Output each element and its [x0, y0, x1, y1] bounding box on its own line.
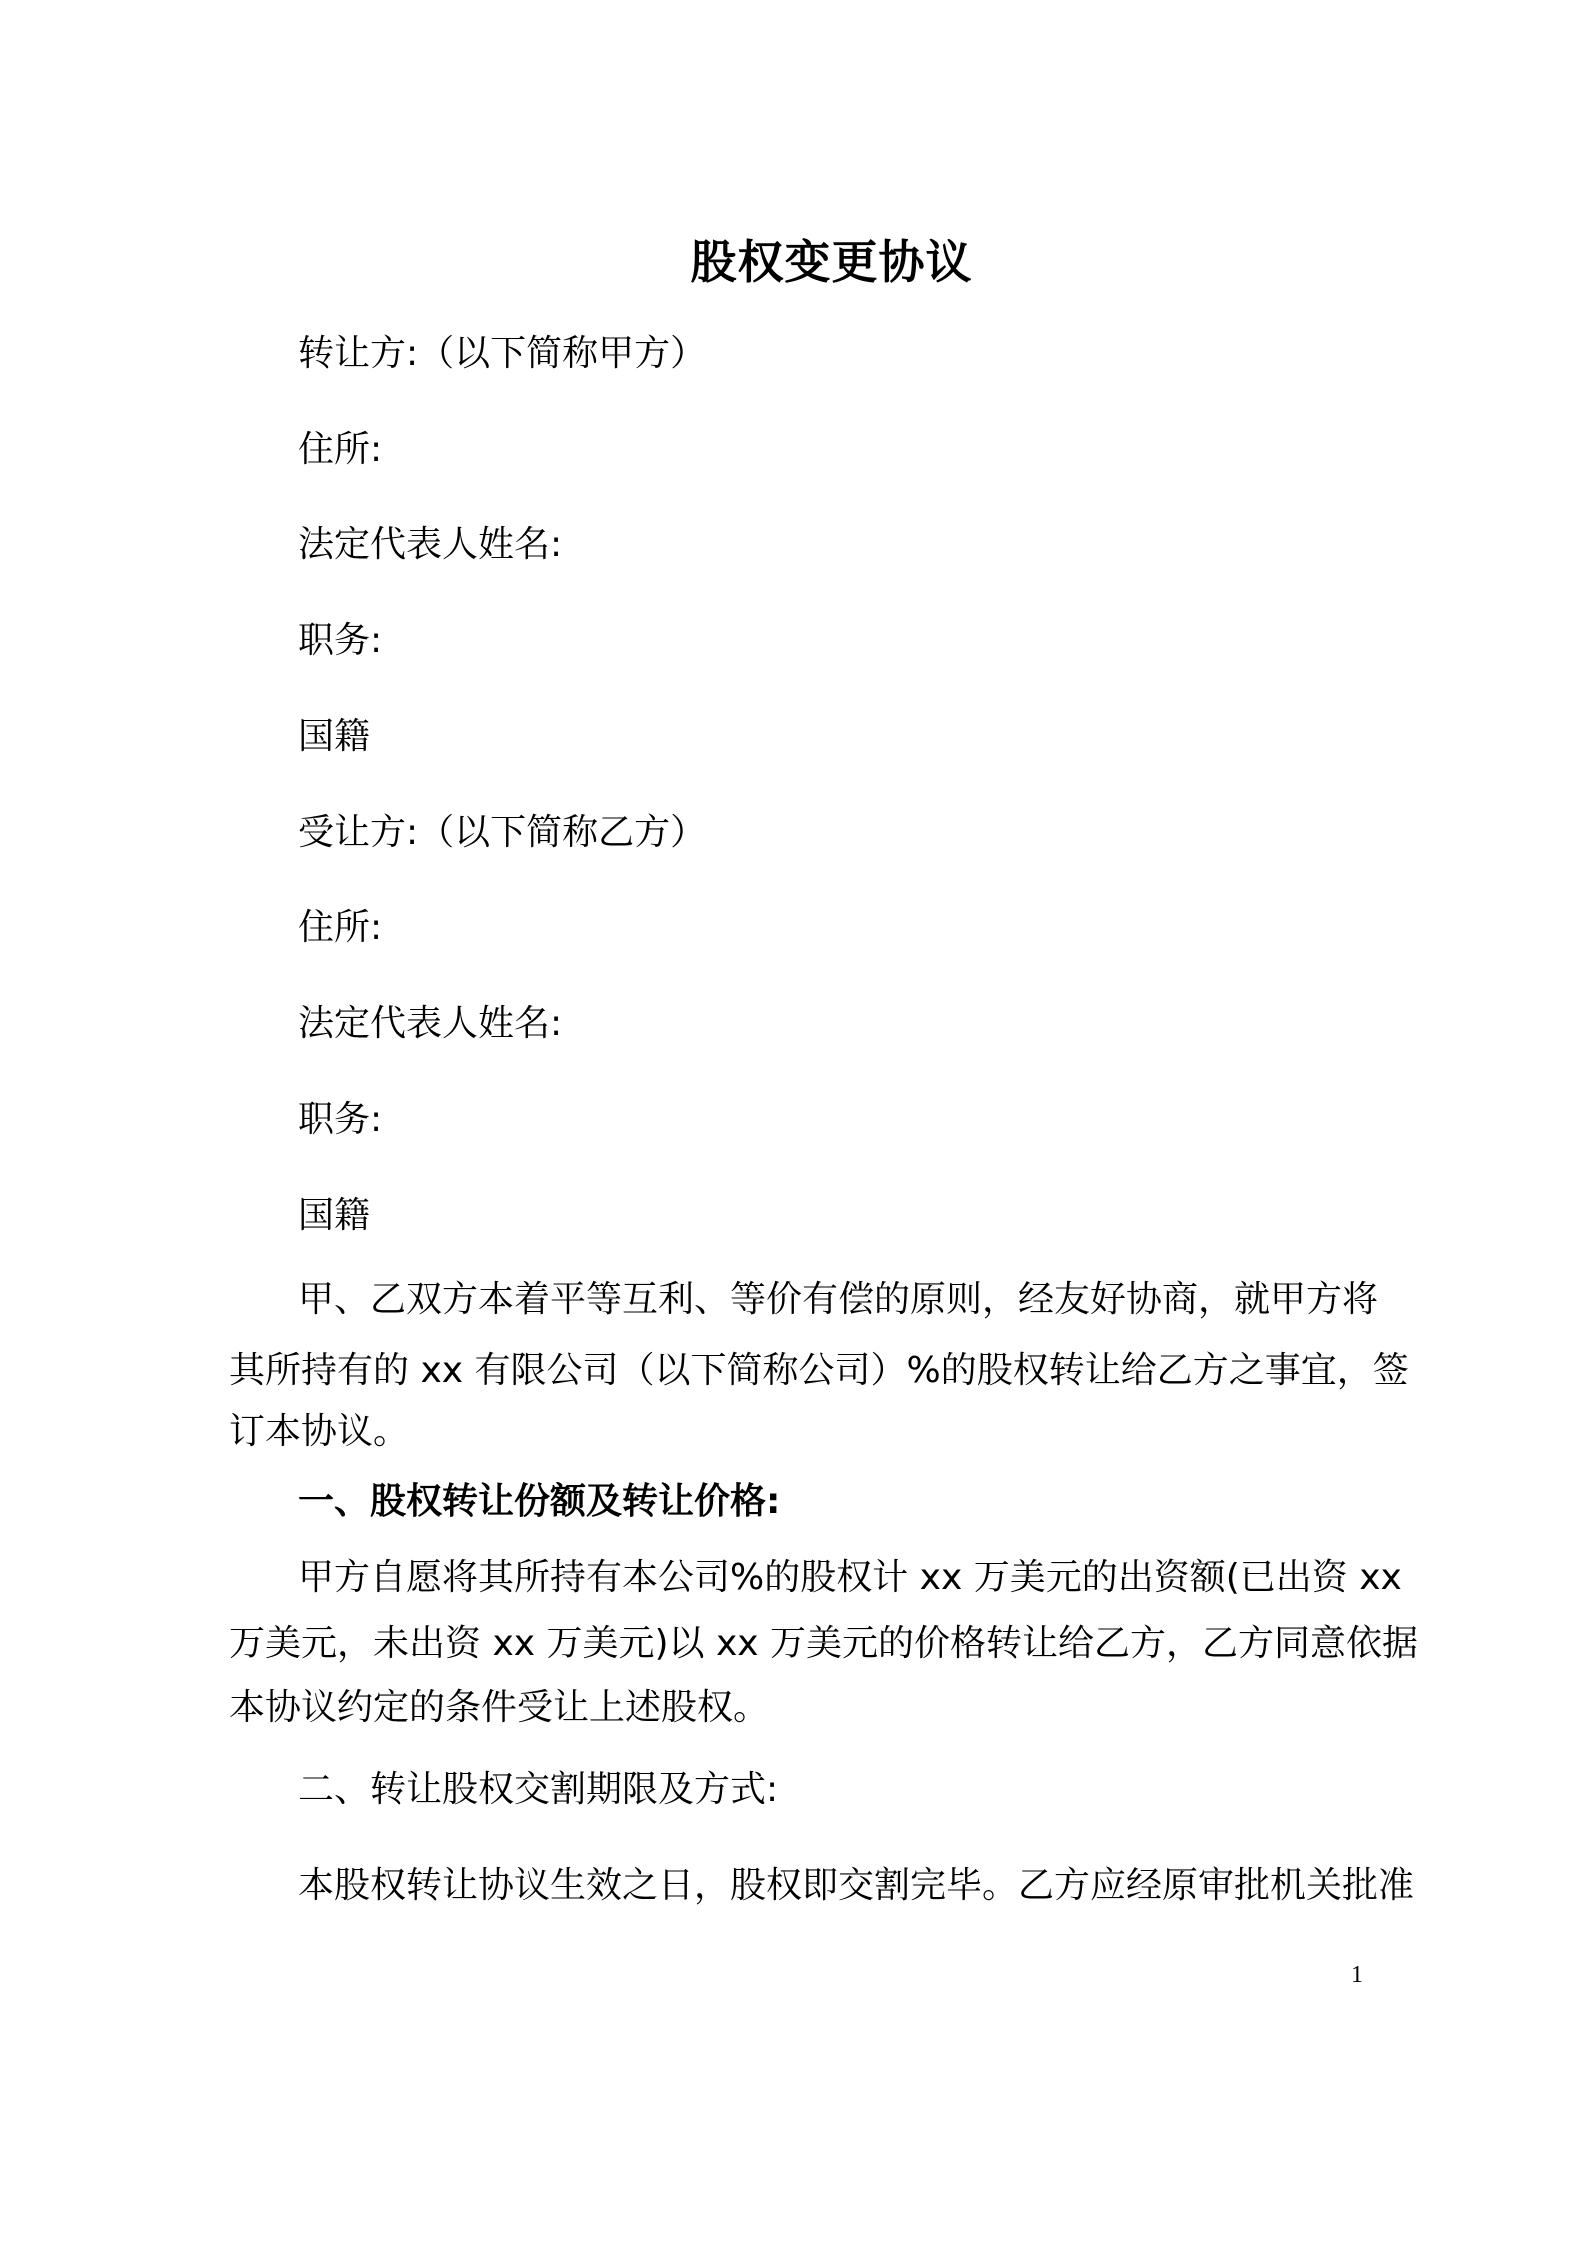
party-a-address: 住所: — [298, 429, 383, 470]
party-b-nationality: 国籍 — [298, 1195, 371, 1236]
party-a-transferor: 转让方:（以下简称甲方） — [298, 333, 707, 374]
section-1-line-3: 本协议约定的条件受让上述股权。 — [229, 1687, 770, 1728]
party-a-position: 职务: — [298, 620, 383, 661]
section-1-heading: 一、股权转让份额及转让价格: — [298, 1481, 781, 1522]
party-b-address: 住所: — [298, 907, 383, 948]
party-b-transferee: 受让方:（以下简称乙方） — [298, 812, 707, 853]
section-2-line-1: 本股权转让协议生效之日，股权即交割完毕。乙方应经原审批机关批准 — [298, 1865, 1415, 1906]
section-1-line-2: 万美元，未出资 xx 万美元)以 xx 万美元的价格转让给乙方，乙方同意依据 — [229, 1623, 1419, 1664]
party-a-nationality: 国籍 — [298, 716, 371, 757]
preamble-line-2: 其所持有的 xx 有限公司（以下简称公司）%的股权转让给乙方之事宜，签 — [229, 1350, 1409, 1391]
preamble-line-3: 订本协议。 — [229, 1411, 410, 1452]
party-a-legal-rep: 法定代表人姓名: — [298, 524, 563, 565]
preamble-line-1: 甲、乙双方本着平等互利、等价有偿的原则，经友好协商，就甲方将 — [298, 1279, 1379, 1320]
document-title: 股权变更协议 — [690, 235, 973, 289]
party-b-position: 职务: — [298, 1099, 383, 1140]
section-2-heading: 二、转让股权交割期限及方式: — [298, 1769, 779, 1810]
party-b-legal-rep: 法定代表人姓名: — [298, 1003, 563, 1044]
section-1-line-1: 甲方自愿将其所持有本公司%的股权计 xx 万美元的出资额(已出资 xx — [298, 1557, 1402, 1598]
page-number: 1 — [1351, 1962, 1363, 1988]
